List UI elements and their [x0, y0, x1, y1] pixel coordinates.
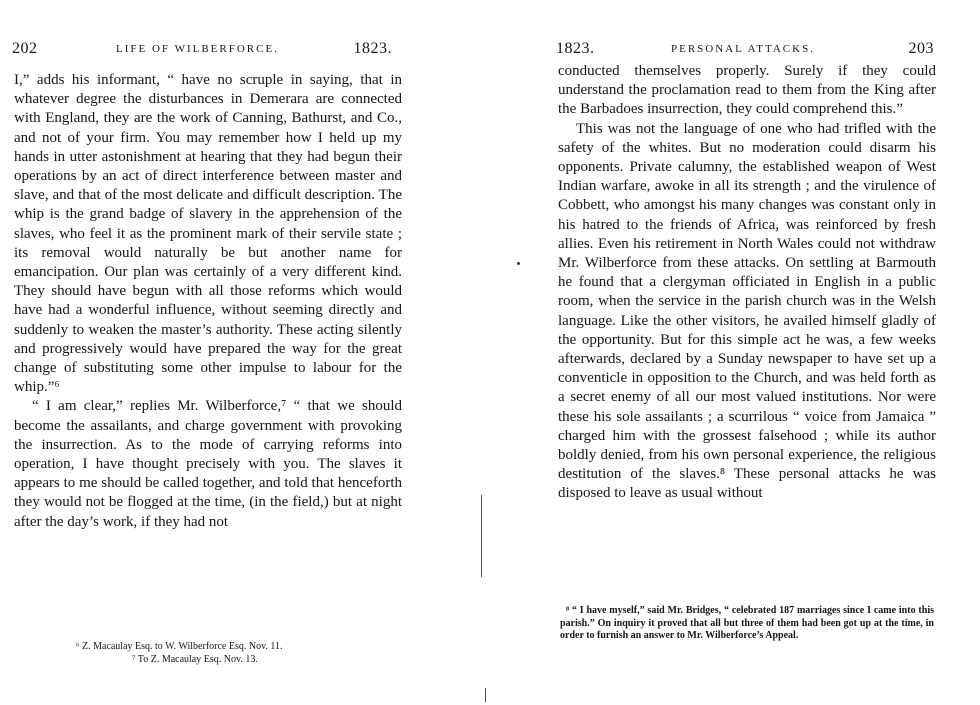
right-page-header	[556, 40, 934, 64]
left-body-text	[14, 71, 402, 532]
right-page	[490, 0, 980, 705]
left-running-head: LIFE OF WILBERFORCE.	[116, 43, 279, 55]
right-running-head: PERSONAL ATTACKS.	[671, 43, 815, 55]
right-footnotes	[560, 605, 934, 643]
left-page-header	[12, 40, 392, 64]
scan-speck	[517, 262, 520, 265]
left-footnote-6: ⁶ Z. Macaulay Esq. to W. Wilberforce Esq. Nov. 11.	[76, 641, 283, 652]
right-paragraph-1: conducted themselves properly. Surely if they could understand the proclamation read to them from the King after the Barbadoes insurrection, they could comprehend this.”	[558, 63, 936, 118]
left-footnote-7: ⁷ To Z. Macaulay Esq. Nov. 13.	[132, 653, 258, 665]
right-page-number: 203	[908, 40, 934, 57]
left-footnotes	[76, 641, 396, 666]
right-footnote-8: ⁸ “ I have myself,” said Mr. Bridges, “ celebrated 187 marriages since I came into this parish.” On inquiry it proved that all but three of them had been got up at the time, in order to furnish an answer to Mr. Wilberforce’s Appeal.	[560, 605, 934, 641]
right-body-text	[558, 62, 936, 504]
left-paragraph-1: I,” adds his informant, “ have no scruple in saying, that in whatever degree the disturbances in Demerara are connected with England, they are the work of Canning, Bathurst, and Co., and not of your firm. You may remember how I held up my hands in utter astonishment at hearing that they had begun their operations by an act of direct interference between master and slave, and that of the most delicate and difficult description. The whip is the grand badge of slavery in the apprehension of the slaves, who feel it as the prominent mark of their servile state ; its removal would naturally be but another name for emancipation. Our plan was certainly of a very different kind. They should have begun with all those reforms which would have had a wonderful influence, without seeming directly and suddenly to weaken the master’s authority. These acting silently and progressively would have prepared the way for the great change of substituting some other impulse to labour for the whip.”⁶	[14, 72, 402, 396]
left-page-number: 202	[12, 40, 38, 57]
gutter-mark	[481, 495, 482, 577]
right-header-year: 1823.	[556, 40, 595, 57]
left-header-year: 1823.	[353, 40, 392, 57]
left-paragraph-2: “ I am clear,” replies Mr. Wilberforce,⁷ “ that we should become the assailants, and charge government with provoking the insurrection. As to the mode of carrying reforms into operation, I have thought precisely with you. The slaves it appears to me should be called together, and told that henceforth they would not be flogged at the time, (in the field,) but at night after the day’s work, if they had not	[14, 398, 402, 530]
gutter-mark-bottom	[485, 688, 486, 702]
right-paragraph-2: This was not the language of one who had trifled with the safety of the whites. But no moderation could disarm his opponents. Private calumny, the established weapon of West Indian warfare, awoke in all its strength ; and the virulence of Cobbett, who amongst his many changes was constant only in his hatred to the friends of Africa, was reinforced by fresh allies. Even his retirement in North Wales could not withdraw Mr. Wilberforce from these attacks. On settling at Barmouth he found that a clergyman officiated in English in a public room, when the service in the parish church was in the Welsh language. Like the other visitors, he availed himself gladly of the opportunity. But for this simple act he was, a few weeks afterwards, declared by a Sunday newspaper to have set up a conventicle in opposition to the Church, and was held forth as a secret enemy of all our most valued institutions. Nor were these his sole assailants ; a scurrilous “ voice from Jamaica ” charged him with the grossest falsehood ; while its author boldly denied, from his own personal experience, the religious destitution of the slaves.⁸ These personal attacks he was disposed to leave as usual without	[558, 120, 936, 502]
